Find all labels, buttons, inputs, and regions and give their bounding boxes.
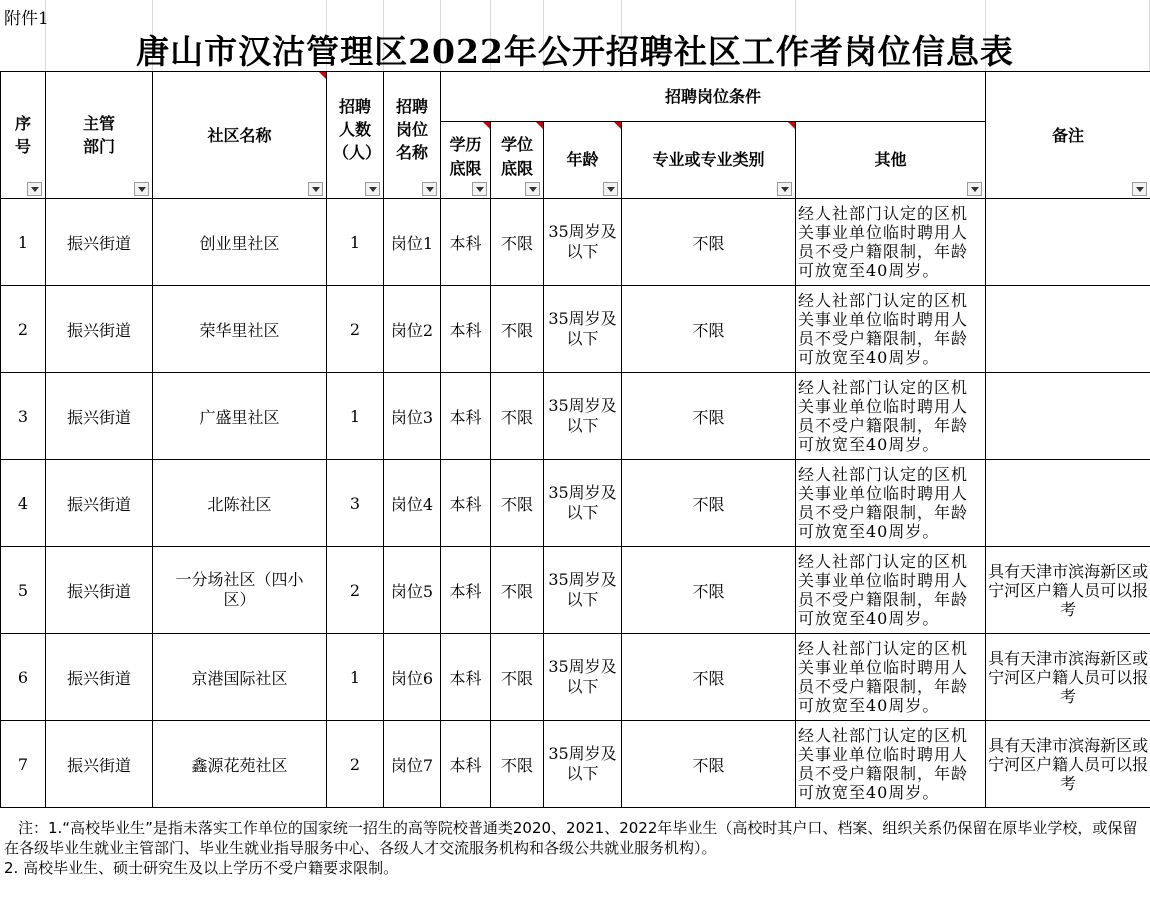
header-seq: 序号 <box>1 72 46 199</box>
header-major: 专业或专业类别 <box>622 122 796 199</box>
cell-major: 不限 <box>622 721 796 808</box>
cell-major: 不限 <box>622 634 796 721</box>
cell-position: 岗位7 <box>384 721 441 808</box>
cell-other: 经人社部门认定的区机关事业单位临时聘用人员不受户籍限制，年龄可放宽至40周岁。 <box>796 721 986 808</box>
cell-count: 1 <box>327 634 384 721</box>
filter-dropdown-icon[interactable] <box>525 182 540 196</box>
cell-position: 岗位2 <box>384 286 441 373</box>
cell-seq: 7 <box>1 721 46 808</box>
cell-degree: 不限 <box>491 460 544 547</box>
cell-position: 岗位6 <box>384 634 441 721</box>
comment-marker-icon <box>319 72 326 79</box>
table-row <box>1 199 1150 286</box>
cell-major: 不限 <box>622 286 796 373</box>
positions-table <box>0 71 1150 808</box>
cell-age: 35周岁及以下 <box>544 373 622 460</box>
cell-degree: 不限 <box>491 199 544 286</box>
header-dept: 主管部门 <box>46 72 153 199</box>
header-conditions: 招聘岗位条件 <box>441 72 986 122</box>
table-row <box>1 286 1150 373</box>
cell-age: 35周岁及以下 <box>544 199 622 286</box>
attachment-label: 附件1 <box>4 9 49 29</box>
cell-dept: 振兴街道 <box>46 547 153 634</box>
header-education: 学历底限 <box>441 122 491 199</box>
header-community: 社区名称 <box>153 72 327 199</box>
cell-count: 3 <box>327 460 384 547</box>
cell-position: 岗位3 <box>384 373 441 460</box>
table-row <box>1 547 1150 634</box>
cell-other: 经人社部门认定的区机关事业单位临时聘用人员不受户籍限制，年龄可放宽至40周岁。 <box>796 373 986 460</box>
cell-remark: 具有天津市滨海新区或宁河区户籍人员可以报考 <box>986 634 1150 721</box>
cell-dept: 振兴街道 <box>46 721 153 808</box>
header-degree: 学位底限 <box>491 122 544 199</box>
cell-dept: 振兴街道 <box>46 373 153 460</box>
cell-community: 京港国际社区 <box>153 634 327 721</box>
cell-dept: 振兴街道 <box>46 460 153 547</box>
cell-community: 荣华里社区 <box>153 286 327 373</box>
cell-position: 岗位5 <box>384 547 441 634</box>
cell-major: 不限 <box>622 373 796 460</box>
cell-remark <box>986 286 1150 373</box>
cell-count: 2 <box>327 286 384 373</box>
header-remark: 备注 <box>986 72 1150 199</box>
cell-degree: 不限 <box>491 373 544 460</box>
cell-seq: 3 <box>1 373 46 460</box>
cell-position: 岗位1 <box>384 199 441 286</box>
cell-age: 35周岁及以下 <box>544 721 622 808</box>
comment-marker-icon <box>788 122 795 129</box>
filter-dropdown-icon[interactable] <box>967 182 982 196</box>
comment-marker-icon <box>483 122 490 129</box>
cell-degree: 不限 <box>491 721 544 808</box>
cell-age: 35周岁及以下 <box>544 547 622 634</box>
cell-seq: 6 <box>1 634 46 721</box>
cell-other: 经人社部门认定的区机关事业单位临时聘用人员不受户籍限制，年龄可放宽至40周岁。 <box>796 547 986 634</box>
filter-dropdown-icon[interactable] <box>365 182 380 196</box>
cell-seq: 5 <box>1 547 46 634</box>
cell-seq: 1 <box>1 199 46 286</box>
cell-degree: 不限 <box>491 634 544 721</box>
cell-education: 本科 <box>441 721 491 808</box>
cell-remark <box>986 373 1150 460</box>
cell-community: 北陈社区 <box>153 460 327 547</box>
filter-dropdown-icon[interactable] <box>1132 182 1147 196</box>
cell-remark: 具有天津市滨海新区或宁河区户籍人员可以报考 <box>986 547 1150 634</box>
header-other: 其他 <box>796 122 986 199</box>
comment-marker-icon <box>614 122 621 129</box>
cell-community: 一分场社区（四小区） <box>153 547 327 634</box>
cell-major: 不限 <box>622 199 796 286</box>
cell-remark <box>986 199 1150 286</box>
cell-other: 经人社部门认定的区机关事业单位临时聘用人员不受户籍限制，年龄可放宽至40周岁。 <box>796 199 986 286</box>
cell-dept: 振兴街道 <box>46 199 153 286</box>
cell-remark <box>986 460 1150 547</box>
cell-education: 本科 <box>441 460 491 547</box>
cell-degree: 不限 <box>491 286 544 373</box>
filter-dropdown-icon[interactable] <box>472 182 487 196</box>
cell-remark: 具有天津市滨海新区或宁河区户籍人员可以报考 <box>986 721 1150 808</box>
cell-seq: 2 <box>1 286 46 373</box>
filter-dropdown-icon[interactable] <box>603 182 618 196</box>
comment-marker-icon <box>536 122 543 129</box>
cell-education: 本科 <box>441 199 491 286</box>
cell-count: 1 <box>327 373 384 460</box>
header-age: 年龄 <box>544 122 622 199</box>
table-row <box>1 460 1150 547</box>
cell-community: 鑫源花苑社区 <box>153 721 327 808</box>
cell-age: 35周岁及以下 <box>544 634 622 721</box>
filter-dropdown-icon[interactable] <box>777 182 792 196</box>
page-title: 唐山市汉沽管理区2022年公开招聘社区工作者岗位信息表 <box>136 32 1014 71</box>
cell-major: 不限 <box>622 460 796 547</box>
cell-position: 岗位4 <box>384 460 441 547</box>
cell-other: 经人社部门认定的区机关事业单位临时聘用人员不受户籍限制，年龄可放宽至40周岁。 <box>796 286 986 373</box>
cell-age: 35周岁及以下 <box>544 286 622 373</box>
cell-other: 经人社部门认定的区机关事业单位临时聘用人员不受户籍限制，年龄可放宽至40周岁。 <box>796 460 986 547</box>
note-2: 2. 高校毕业生、硕士研究生及以上学历不受户籍要求限制。 <box>4 859 399 877</box>
filter-dropdown-icon[interactable] <box>27 182 42 196</box>
cell-age: 35周岁及以下 <box>544 460 622 547</box>
footnotes <box>4 818 1144 878</box>
cell-education: 本科 <box>441 547 491 634</box>
note-1: 注：1.“高校毕业生”是指未落实工作单位的国家统一招生的高等院校普通类2020、2021、2022年毕业生（高校时其户口、档案、组织关系仍保留在原毕业学校，或保留在各级毕业生就业主管部门、毕业生就业指导服务中心、各级人才交流服务机构和各级公共就业服务机构）。 <box>4 819 1138 857</box>
cell-education: 本科 <box>441 286 491 373</box>
cell-seq: 4 <box>1 460 46 547</box>
cell-community: 广盛里社区 <box>153 373 327 460</box>
table-row <box>1 634 1150 721</box>
filter-dropdown-icon[interactable] <box>308 182 323 196</box>
filter-dropdown-icon[interactable] <box>134 182 149 196</box>
table-row <box>1 373 1150 460</box>
cell-degree: 不限 <box>491 547 544 634</box>
cell-major: 不限 <box>622 547 796 634</box>
cell-dept: 振兴街道 <box>46 286 153 373</box>
cell-count: 2 <box>327 721 384 808</box>
cell-education: 本科 <box>441 373 491 460</box>
cell-education: 本科 <box>441 634 491 721</box>
header-count: 招聘人数（人） <box>327 72 384 199</box>
cell-dept: 振兴街道 <box>46 634 153 721</box>
cell-count: 1 <box>327 199 384 286</box>
header-position: 招聘岗位名称 <box>384 72 441 199</box>
filter-dropdown-icon[interactable] <box>422 182 437 196</box>
table-row <box>1 721 1150 808</box>
cell-count: 2 <box>327 547 384 634</box>
cell-other: 经人社部门认定的区机关事业单位临时聘用人员不受户籍限制，年龄可放宽至40周岁。 <box>796 634 986 721</box>
cell-community: 创业里社区 <box>153 199 327 286</box>
